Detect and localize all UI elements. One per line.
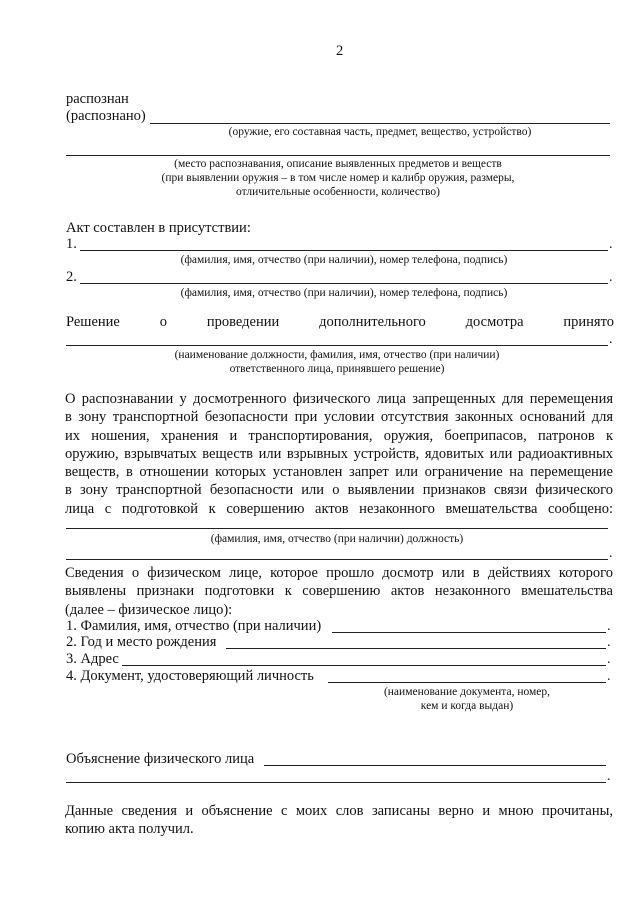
paragraph-line: О распознавании у досмотренного физического лица запрещенных для перемещения <box>65 391 613 407</box>
decision-word-1: Решение <box>66 314 120 330</box>
field-address-label: 3. Адрес <box>66 651 119 667</box>
person-info-line: (далее – физическое лицо): <box>65 601 233 618</box>
presence-item-1-line[interactable] <box>80 250 608 251</box>
decision-field-line[interactable] <box>66 345 608 346</box>
recognized-caption: (оружие, его составная часть, предмет, вещество, устройство) <box>228 126 532 138</box>
decision-period: . <box>609 332 613 347</box>
field-full-name-label: 1. Фамилия, имя, отчество (при наличии) <box>66 618 322 634</box>
location-caption-1: (место распознавания, описание выявленных предметов и веществ <box>174 158 502 170</box>
presence-title: Акт составлен в присутствии: <box>66 220 251 236</box>
paragraph-line: в зону транспортной безопасности или о выявлении признаков связи физического <box>65 482 613 499</box>
recognized-field-line[interactable] <box>150 123 610 124</box>
field-document-label: 4. Документ, удостоверяющий личность <box>66 668 314 684</box>
decision-caption-2: ответственного лица, принявшего решение) <box>229 363 445 375</box>
explanation-period: . <box>607 769 611 784</box>
closing-line: Данные сведения и объяснение с моих слов записаны верно и мною прочитаны, <box>65 803 613 819</box>
reported-field-line[interactable] <box>66 528 608 529</box>
field-address-line[interactable] <box>122 665 606 666</box>
location-field-line[interactable] <box>66 155 610 156</box>
explanation-label: Объяснение физического лица <box>66 751 255 767</box>
field-birth-line[interactable] <box>226 648 606 649</box>
decision-word-3: проведении <box>206 314 280 330</box>
reported-period: . <box>609 546 613 561</box>
explanation-field-line-2[interactable] <box>66 782 606 783</box>
location-caption-3: отличительные особенности, количество) <box>236 186 440 198</box>
field-full-name-line[interactable] <box>332 632 606 633</box>
field-birth-period: . <box>607 635 611 650</box>
presence-item-1-caption: (фамилия, имя, отчество (при наличии), номер телефона, подпись) <box>180 254 508 266</box>
paragraph-line: лица с подготовкой к совершению актов незаконного вмешательства сообщено: <box>65 500 613 517</box>
presence-item-2-number: 2. <box>66 269 77 285</box>
reported-field-line-2[interactable] <box>66 559 608 560</box>
presence-item-1-period: . <box>609 237 613 252</box>
field-document-line[interactable] <box>328 682 606 683</box>
person-info-line: Сведения о физическом лице, которое прошло досмотр или в действиях которого <box>65 565 613 581</box>
decision-row <box>66 314 614 331</box>
decision-word-5: досмотра <box>465 314 524 330</box>
reported-caption: (фамилия, имя, отчество (при наличии) должность) <box>210 533 464 545</box>
field-birth-label: 2. Год и место рождения <box>66 634 217 650</box>
decision-word-6: принято <box>563 314 614 330</box>
paragraph-line: их ношения, хранения и транспортирования, оружия, боеприпасов, патронов к <box>65 427 613 444</box>
page-number: 2 <box>336 43 344 59</box>
presence-item-2-line[interactable] <box>80 283 608 284</box>
closing-line: копию акта получил. <box>65 821 194 838</box>
person-info-line: выявлены признаки подготовки к совершению актов незаконного вмешательства <box>65 583 613 600</box>
paragraph-line: веществ, в отношении которых установлен запрет или ограничение на перемещение <box>65 464 613 481</box>
document-caption-2: кем и когда выдан) <box>420 700 514 712</box>
field-document-period: . <box>607 669 611 684</box>
explanation-field-line[interactable] <box>264 765 606 766</box>
presence-item-2-period: . <box>609 270 613 285</box>
presence-item-2-caption: (фамилия, имя, отчество (при наличии), номер телефона, подпись) <box>180 287 508 299</box>
closing-statement <box>65 802 613 839</box>
presence-item-1-number: 1. <box>66 236 77 252</box>
decision-word-2: о <box>159 314 167 330</box>
decision-word-4: дополнительного <box>319 314 426 330</box>
recognized-label: распознан <box>66 91 129 107</box>
document-caption-1: (наименование документа, номер, <box>383 686 551 698</box>
person-info-intro <box>65 564 613 619</box>
recognized-label-alt: (распознано) <box>66 108 146 124</box>
field-address-period: . <box>607 652 611 667</box>
report-paragraph <box>65 390 613 518</box>
paragraph-line: в зону транспортной безопасности при условии отсутствия законных оснований для <box>65 409 613 426</box>
paragraph-line: оружию, взрывчатых веществ или взрывных устройств, ядовитых или радиоактивных <box>65 445 613 462</box>
field-full-name-period: . <box>607 619 611 634</box>
location-caption-2: (при выявлении оружия – в том числе номер и калибр оружия, размеры, <box>161 172 515 184</box>
decision-caption-1: (наименование должности, фамилия, имя, отчество (при наличии) <box>174 349 500 361</box>
